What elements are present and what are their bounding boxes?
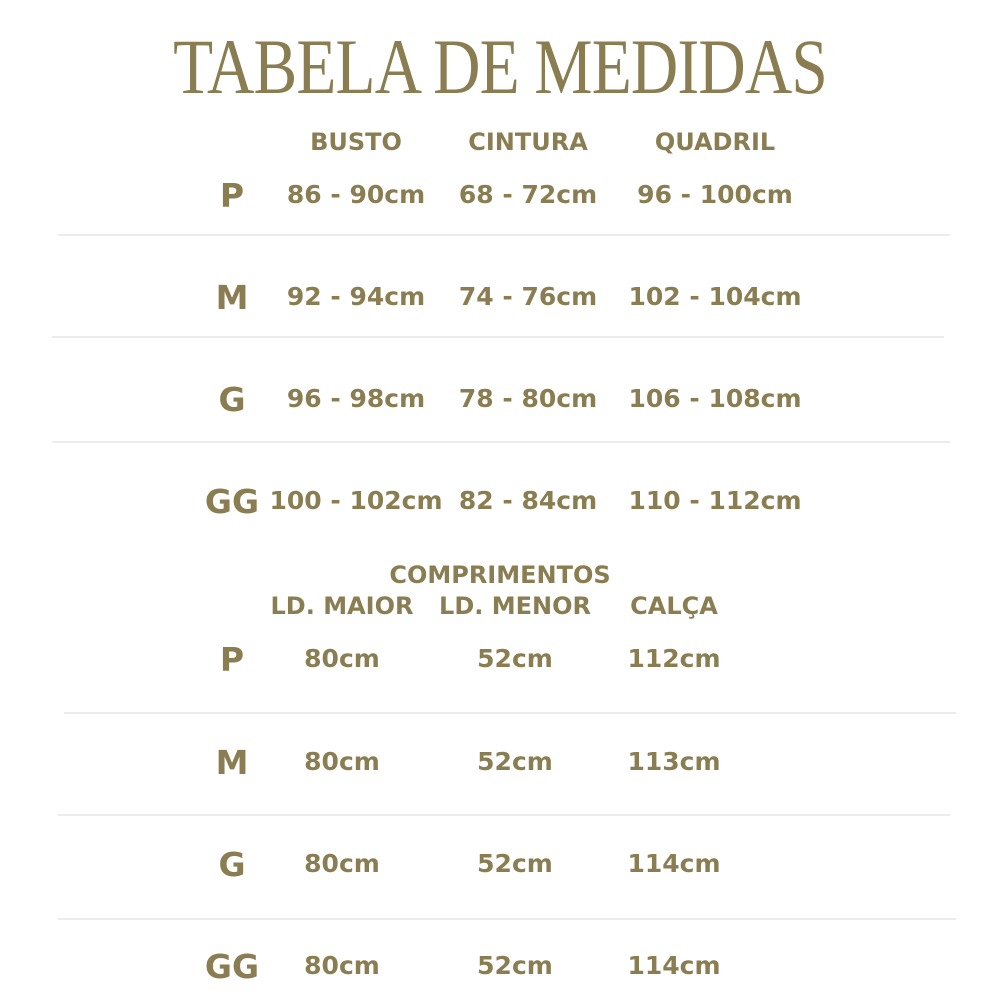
row-divider xyxy=(52,441,950,443)
size-label: M xyxy=(215,743,249,782)
table-cell: 110 - 112cm xyxy=(628,486,802,515)
row-divider xyxy=(64,712,956,714)
table-cell: 92 - 94cm xyxy=(286,282,426,311)
row-divider xyxy=(52,336,944,338)
header-ld-maior: LD. MAIOR xyxy=(270,592,414,620)
table-cell: 96 - 98cm xyxy=(286,384,426,413)
table-cell: 78 - 80cm xyxy=(458,384,598,413)
table-cell: 102 - 104cm xyxy=(628,282,802,311)
table-cell: 100 - 102cm xyxy=(269,486,443,515)
table-cell: 52cm xyxy=(477,951,553,980)
section-title-comprimentos: COMPRIMENTOS xyxy=(389,561,611,589)
header-quadril: QUADRIL xyxy=(654,128,776,156)
table-cell: 96 - 100cm xyxy=(637,180,793,209)
table-cell: 80cm xyxy=(304,747,380,776)
size-label: P xyxy=(219,640,245,679)
table-cell: 52cm xyxy=(477,747,553,776)
size-label: G xyxy=(218,380,246,419)
table-cell: 82 - 84cm xyxy=(458,486,598,515)
size-label: GG xyxy=(204,482,260,521)
header-ld-menor: LD. MENOR xyxy=(439,592,591,620)
table-cell: 86 - 90cm xyxy=(286,180,426,209)
table-cell: 74 - 76cm xyxy=(458,282,598,311)
row-divider xyxy=(58,234,950,236)
table-cell: 112cm xyxy=(627,644,721,673)
table-cell: 106 - 108cm xyxy=(628,384,802,413)
header-calca: CALÇA xyxy=(630,592,718,620)
size-label: M xyxy=(215,278,249,317)
header-busto: BUSTO xyxy=(310,128,402,156)
table-cell: 52cm xyxy=(477,644,553,673)
table-cell: 80cm xyxy=(304,644,380,673)
table-cell: 80cm xyxy=(304,951,380,980)
size-label: GG xyxy=(204,947,260,986)
size-label: P xyxy=(219,176,245,215)
table-cell: 68 - 72cm xyxy=(458,180,598,209)
page-title: TABELA DE MEDIDAS xyxy=(173,23,827,110)
header-cintura: CINTURA xyxy=(468,128,588,156)
row-divider xyxy=(58,814,950,816)
table-cell: 52cm xyxy=(477,849,553,878)
table-cell: 113cm xyxy=(627,747,721,776)
row-divider xyxy=(58,918,956,920)
table-cell: 114cm xyxy=(627,951,721,980)
size-label: G xyxy=(218,845,246,884)
table-cell: 114cm xyxy=(627,849,721,878)
table-cell: 80cm xyxy=(304,849,380,878)
